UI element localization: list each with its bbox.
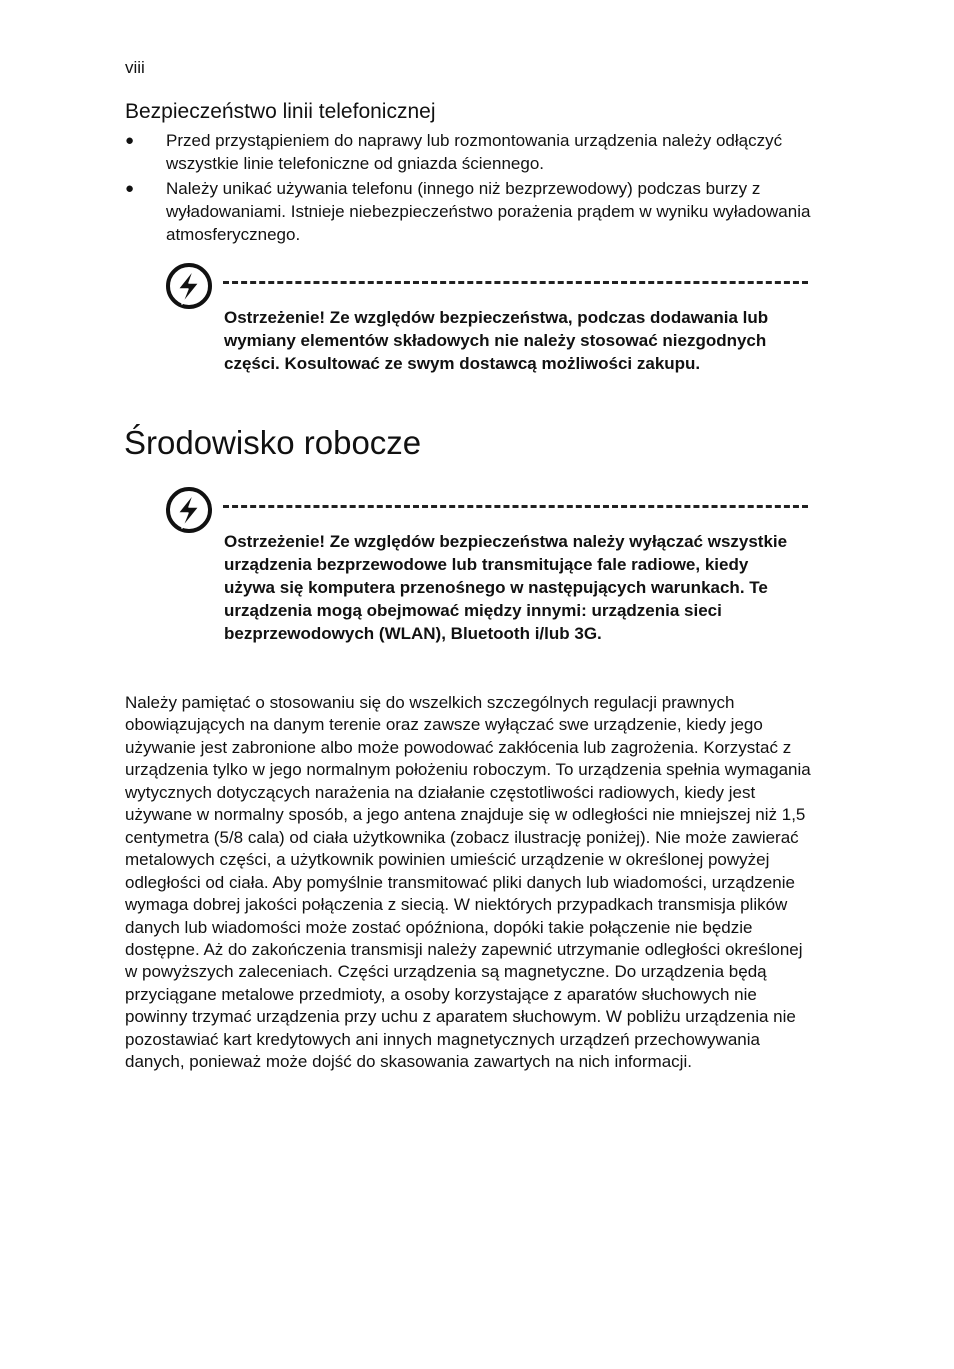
bullet-icon: ● bbox=[125, 132, 135, 149]
heading-work-environment: Środowisko robocze bbox=[124, 424, 422, 461]
list-item bbox=[125, 177, 815, 246]
bullet-text: Przed przystąpieniem do naprawy lub rozmontowania urządzenia należy odłączyć wszystkie linie telefoniczne od gniazda ściennego. bbox=[166, 131, 783, 173]
list-item bbox=[125, 129, 815, 175]
warning-text: Ostrzeżenie! Ze względów bezpieczeństwa należy wyłączać wszystkie urządzenia bezprzewodowe lub transmitujące fale radiowe, kiedy używa się komputera przenośnego w następujących warunkach. Te urządzenia mogą obejmować między innymi: urządzenia sieci bezprzewodowych (WLAN), Bluetooth i/lub 3G. bbox=[224, 532, 788, 643]
dashed-divider bbox=[223, 281, 808, 284]
dashed-divider bbox=[223, 505, 808, 508]
page-number: viii bbox=[125, 58, 145, 77]
bullet-text: Należy unikać używania telefonu (innego niż bezprzewodowy) podczas burzy z wyładowaniami. Istnieje niebezpieczeństwo porażenia prądem w wyniku wyładowania atmosferycznego. bbox=[166, 179, 811, 244]
warning-box-wireless bbox=[165, 486, 813, 666]
section-title-phone-safety: Bezpieczeństwo linii telefonicznej bbox=[125, 100, 436, 123]
lightning-warning-icon bbox=[165, 262, 213, 310]
bullet-icon: ● bbox=[125, 180, 135, 197]
lightning-warning-icon bbox=[165, 486, 213, 534]
warning-text: Ostrzeżenie! Ze względów bezpieczeństwa, podczas dodawania lub wymiany elementów składowych nie należy stosować niezgodnych części. Kosultować ze swym dostawcą możliwości zakupu. bbox=[224, 308, 769, 373]
body-paragraph: Należy pamiętać o stosowaniu się do wszelkich szczególnych regulacji prawnych obowiązujących na danym terenie oraz zawsze wyłączać swe urządzenie, kiedy jego używanie jest zabronione albo może powodować zakłócenia lub zagrożenia. Korzystać z urządzenia tylko w jego normalnym położeniu roboczym. To urządzenia spełnia wymagania wytycznych dotyczących narażenia na działanie częstotliwości radiowych, kiedy jest używane w normalny sposób, a jego antena znajduje się w odległości nie mniejszej niż 1,5 centymetra (5/8 cala) od ciała użytkownika (zobacz ilustrację poniżej). Nie może zawierać metalowych części, a użytkownik powinien umieścić urządzenie w określonej powyżej odległości od ciała. Aby pomyślnie transmitować pliki danych lub wiadomości, urządzenie wymaga dobrej jakości połączenia z siecią. W niektórych przypadkach transmisja plików danych lub wiadomości może zostać opóźniona, dopóki takie połączenie nie będzie dostępne. Aż do zakończenia transmisji należy zapewnić utrzymanie odległości określonej w powyższych zaleceniach. Części urządzenia są magnetyczne. Do urządzenia będą przyciągane metalowe przedmioty, a osoby korzystające z aparatów słuchowych nie powinny trzymać urządzenia przy uchu z aparatem słuchowym. W pobliżu urządzenia nie pozostawiać kart kredytowych ani innych magnetycznych urządzeń przechowywania danych, ponieważ może dojść do skasowania zawartych na nich informacji. bbox=[125, 693, 811, 1072]
phone-safety-bullet-list bbox=[125, 129, 815, 248]
warning-box-parts bbox=[165, 262, 813, 402]
